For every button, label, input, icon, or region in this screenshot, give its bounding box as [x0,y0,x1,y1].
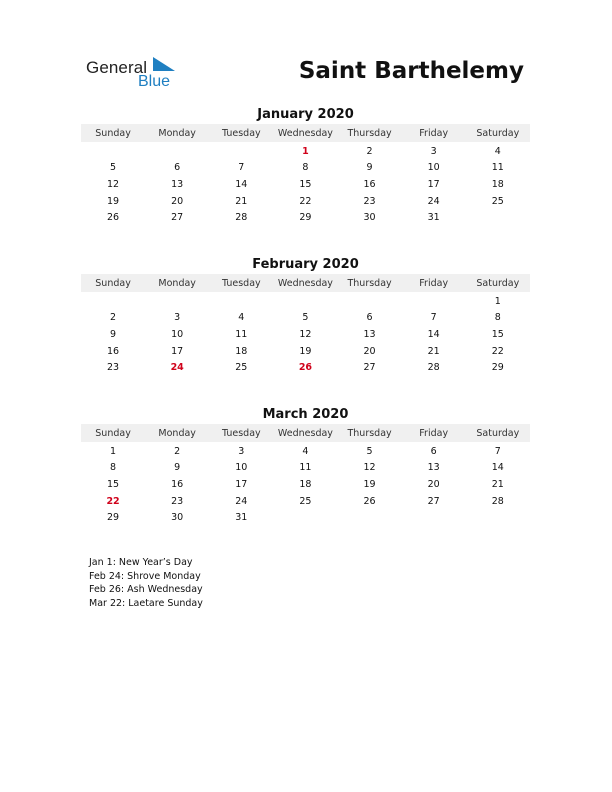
day-cell: 9 [174,462,181,474]
day-cell: 1 [110,445,117,457]
day-cell: 24 [427,195,440,207]
day-cell: 2 [174,445,181,457]
day-cell: 19 [107,195,120,207]
holiday-entry: Jan 1: New Year’s Day [89,557,193,568]
day-cell: 31 [427,212,440,224]
month-january [81,106,530,226]
weekday-label: Tuesday [221,427,261,439]
week-row [81,509,530,526]
day-cell: 4 [302,445,309,457]
day-cell: 22 [299,195,312,207]
week-row [81,359,530,376]
day-cell: 5 [302,312,309,324]
weekday-label: Tuesday [221,127,261,139]
day-cell: 21 [491,478,504,490]
day-cell: 28 [235,212,248,224]
day-cell: 2 [366,145,373,157]
weekday-label: Saturday [476,127,520,139]
weekday-label: Friday [419,277,449,289]
day-cell: 12 [299,328,312,340]
month-grid [81,293,530,376]
day-cell: 5 [110,162,117,174]
day-cell: 29 [299,212,312,224]
weekday-label: Wednesday [277,277,333,289]
day-cell: 3 [430,145,437,157]
day-cell: 18 [299,478,312,490]
day-cell: 5 [366,445,373,457]
weekday-label: Wednesday [277,127,333,139]
day-cell: 9 [110,328,117,340]
day-cell: 12 [363,462,376,474]
weekday-label: Monday [158,127,196,139]
day-cell: 21 [235,195,248,207]
week-row [81,476,530,493]
weekday-label: Thursday [347,127,392,139]
month-title: January 2020 [257,107,354,122]
weekday-label: Wednesday [277,427,333,439]
day-cell: 27 [427,495,440,507]
day-cell: 29 [107,512,120,524]
day-cell: 2 [110,312,117,324]
day-cell: 4 [238,312,245,324]
day-cell: 19 [363,478,376,490]
day-cell: 10 [235,462,248,474]
day-cell: 4 [494,145,501,157]
logo-blue-text: Blue [138,73,171,90]
week-row [81,193,530,210]
day-cell: 1 [494,295,501,307]
day-cell: 23 [363,195,376,207]
day-cell: 19 [299,345,312,357]
week-row [81,209,530,226]
week-row [81,293,530,310]
day-cell: 26 [107,212,120,224]
day-cell: 6 [430,445,437,457]
week-row [81,326,530,343]
day-cell: 16 [171,478,184,490]
weekday-label: Thursday [347,277,392,289]
day-cell: 18 [491,178,504,190]
day-cell: 16 [363,178,376,190]
day-cell: 14 [235,178,248,190]
week-row [81,460,530,477]
day-cell: 18 [235,345,248,357]
day-cell: 27 [363,362,376,374]
day-cell: 10 [171,328,184,340]
day-cell: 23 [171,495,184,507]
country-title: Saint Barthelemy [298,58,524,84]
weekday-header [81,124,530,142]
day-cell: 13 [363,328,376,340]
week-row [81,160,530,177]
week-row [81,176,530,193]
day-cell: 26 [363,495,376,507]
logo-triangle-icon [153,57,175,71]
holiday-entry: Mar 22: Laetare Sunday [89,597,203,609]
week-row [81,343,530,360]
day-cell: 12 [107,178,120,190]
day-cell: 10 [427,162,440,174]
day-cell: 17 [235,478,248,490]
month-february [81,256,530,376]
day-cell: 20 [171,195,184,207]
day-cell: 13 [171,178,184,190]
weekday-label: Thursday [347,427,392,439]
day-cell: 17 [427,178,440,190]
holiday-day-cell: 1 [302,145,309,157]
day-cell: 28 [491,495,504,507]
general-blue-logo [86,56,186,92]
weekday-label: Friday [419,427,449,439]
weekday-label: Saturday [476,277,520,289]
weekday-label: Sunday [95,127,131,139]
day-cell: 7 [430,312,437,324]
day-cell: 25 [235,362,248,374]
month-march [81,406,530,526]
day-cell: 7 [238,162,245,174]
month-title: February 2020 [252,257,359,272]
week-row [81,143,530,160]
weekday-label: Monday [158,277,196,289]
day-cell: 31 [235,512,248,524]
day-cell: 14 [427,328,440,340]
day-cell: 21 [427,345,440,357]
day-cell: 20 [427,478,440,490]
day-cell: 30 [171,512,184,524]
weekday-header [81,274,530,292]
logo-general-text: General [86,58,148,77]
day-cell: 17 [171,345,184,357]
week-row [81,443,530,460]
day-cell: 25 [299,495,312,507]
holiday-entry: Feb 26: Ash Wednesday [89,584,203,595]
day-cell: 8 [494,312,501,324]
day-cell: 15 [491,328,504,340]
weekday-label: Tuesday [221,277,261,289]
day-cell: 6 [366,312,373,324]
holiday-list [89,556,203,610]
month-title: March 2020 [262,407,349,422]
month-grid [81,143,530,226]
holiday-day-cell: 24 [170,362,184,374]
day-cell: 15 [299,178,312,190]
weekday-header [81,424,530,442]
day-cell: 30 [363,212,376,224]
day-cell: 28 [427,362,440,374]
weekday-label: Monday [158,427,196,439]
day-cell: 3 [174,312,181,324]
weekday-label: Sunday [95,427,131,439]
holiday-entry: Feb 24: Shrove Monday [89,570,201,582]
day-cell: 14 [491,462,504,474]
day-cell: 8 [110,462,117,474]
day-cell: 23 [107,362,120,374]
day-cell: 22 [491,345,504,357]
day-cell: 9 [366,162,373,174]
day-cell: 27 [171,212,184,224]
month-grid [81,443,530,526]
day-cell: 11 [235,328,248,340]
day-cell: 13 [427,462,440,474]
holiday-day-cell: 22 [106,495,120,507]
day-cell: 11 [491,162,504,174]
day-cell: 6 [174,162,181,174]
holiday-day-cell: 26 [298,362,313,374]
day-cell: 11 [299,462,312,474]
day-cell: 15 [107,478,120,490]
day-cell: 16 [107,345,120,357]
day-cell: 24 [235,495,248,507]
day-cell: 3 [238,445,245,457]
day-cell: 25 [491,195,504,207]
weekday-label: Friday [419,127,449,139]
day-cell: 8 [302,162,309,174]
weekday-label: Sunday [95,277,131,289]
day-cell: 29 [491,362,504,374]
week-row [81,310,530,327]
day-cell: 7 [494,445,501,457]
day-cell: 20 [363,345,376,357]
week-row [81,493,530,510]
weekday-label: Saturday [476,427,520,439]
